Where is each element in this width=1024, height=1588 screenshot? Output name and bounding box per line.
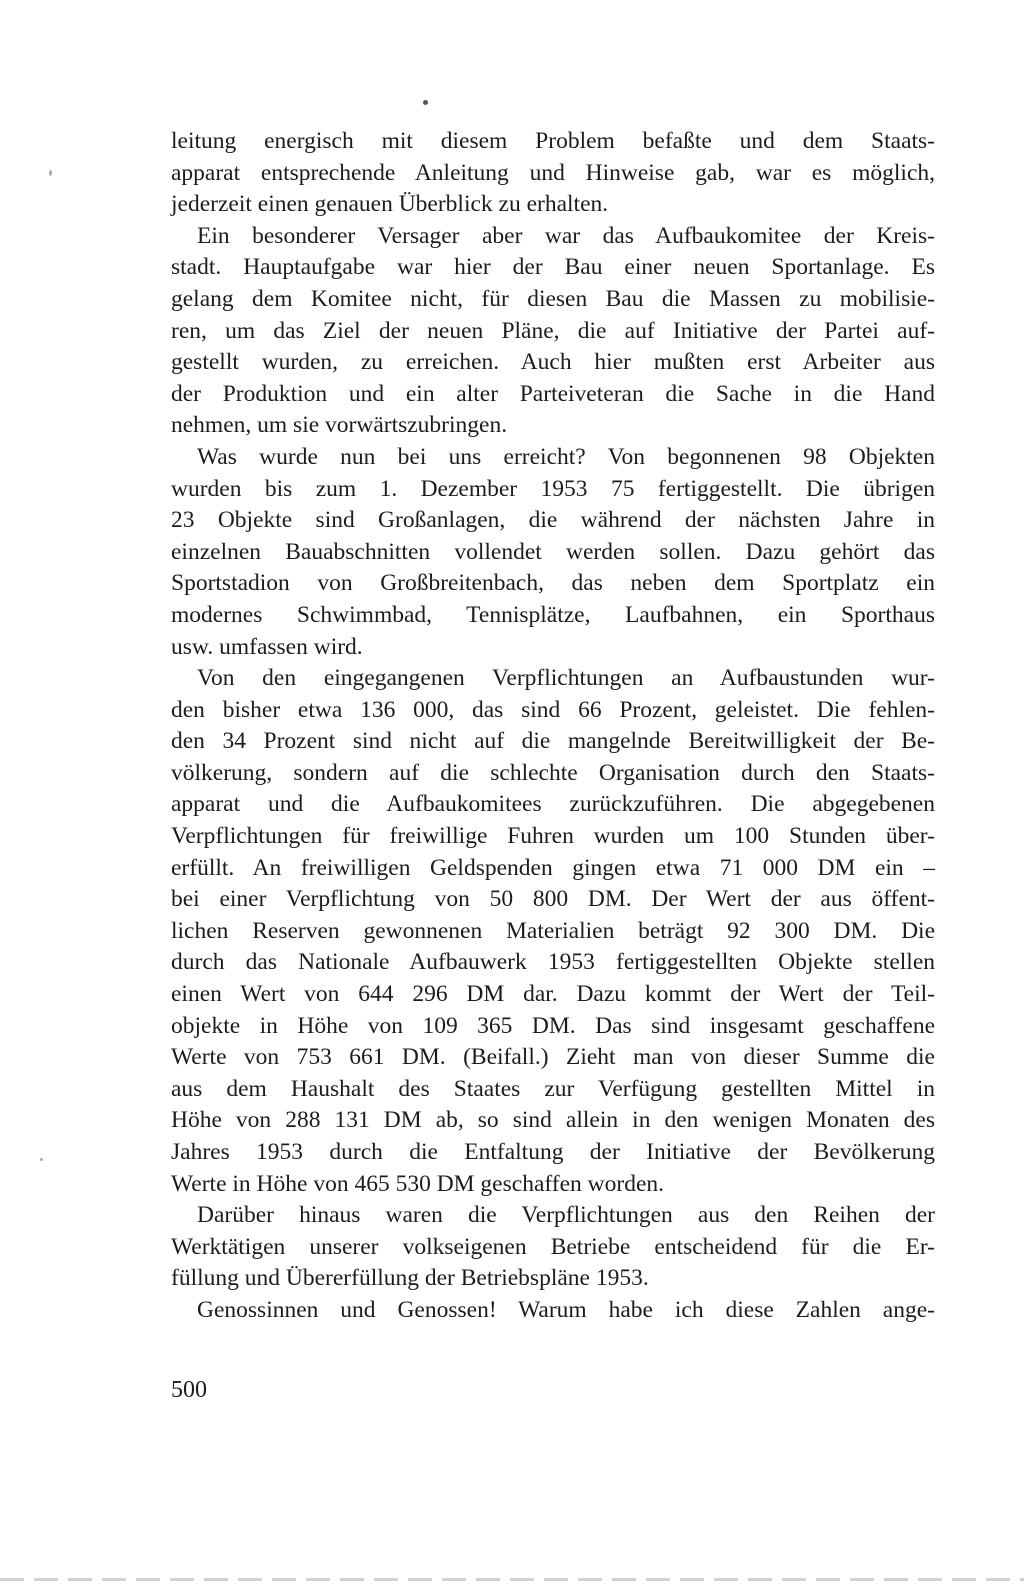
text-line: gestellt wurden, zu erreichen. Auch hier mußten erst Arbeiter aus [171, 349, 935, 376]
text-line: der Produktion und ein alter Parteiveteran die Sache in die Hand [171, 380, 935, 407]
text-line: Sportstadion von Großbreitenbach, das neben dem Sportplatz ein [171, 570, 935, 597]
text-line: modernes Schwimmbad, Tennisplätze, Laufbahnen, ein Sporthaus [171, 601, 935, 628]
text-line: durch das Nationale Aufbauwerk 1953 fertiggestellten Objekte stellen [171, 949, 935, 976]
text-line: Von den eingegangenen Verpflichtungen an Aufbaustunden wur- [197, 665, 935, 692]
text-line: füllung und Übererfüllung der Betriebspläne 1953. [171, 1265, 649, 1292]
text-line: Werte in Höhe von 465 530 DM geschaffen worden. [171, 1170, 665, 1197]
body-text [171, 126, 935, 1327]
text-line: apparat und die Aufbaukomitees zurückzuführen. Die abgegebenen [171, 791, 935, 818]
text-line: einen Wert von 644 296 DM dar. Dazu kommt der Wert der Teil- [171, 981, 935, 1008]
text-line: 23 Objekte sind Großanlagen, die während der nächsten Jahre in [171, 507, 935, 534]
print-speck [49, 170, 52, 176]
text-line: den bisher etwa 136 000, das sind 66 Prozent, geleistet. Die fehlen- [171, 696, 935, 723]
text-line: einzelnen Bauabschnitten vollendet werden sollen. Dazu gehört das [171, 538, 935, 565]
text-line: ren, um das Ziel der neuen Pläne, die auf Initiative der Partei auf- [171, 317, 935, 344]
text-line: jederzeit einen genauen Überblick zu erhalten. [171, 191, 609, 218]
text-line: usw. umfassen wird. [171, 633, 363, 660]
text-line: Was wurde nun bei uns erreicht? Von begonnenen 98 Objekten [197, 443, 935, 470]
scan-edge [0, 1578, 1024, 1581]
text-line: Werte von 753 661 DM. (Beifall.) Zieht man von dieser Summe die [171, 1044, 935, 1071]
text-line: erfüllt. An freiwilligen Geldspenden gingen etwa 71 000 DM ein – [171, 854, 935, 881]
text-line: Höhe von 288 131 DM ab, so sind allein in den wenigen Monaten des [171, 1107, 935, 1134]
text-line: Verpflichtungen für freiwillige Fuhren wurden um 100 Stunden über- [171, 823, 935, 850]
text-line: objekte in Höhe von 109 365 DM. Das sind insgesamt geschaffene [171, 1012, 935, 1039]
text-line: völkerung, sondern auf die schlechte Organisation durch den Staats- [171, 759, 935, 786]
text-line: leitung energisch mit diesem Problem befaßte und dem Staats- [171, 128, 935, 154]
text-line: stadt. Hauptaufgabe war hier der Bau einer neuen Sportanlage. Es [171, 254, 935, 281]
text-line: wurden bis zum 1. Dezember 1953 75 fertiggestellt. Die übrigen [171, 475, 935, 502]
print-speck [423, 100, 428, 105]
text-line: Werktätigen unserer volkseigenen Betriebe entscheidend für die Er- [171, 1233, 935, 1260]
text-line: lichen Reserven gewonnenen Materialien beträgt 92 300 DM. Die [171, 917, 935, 944]
text-line: den 34 Prozent sind nicht auf die mangelnde Bereitwilligkeit der Be- [171, 728, 935, 755]
text-line: Genossinnen und Genossen! Warum habe ich diese Zahlen ange- [197, 1296, 935, 1323]
text-line: gelang dem Komitee nicht, für diesen Bau die Massen zu mobilisie- [171, 285, 935, 312]
text-line: aus dem Haushalt des Staates zur Verfügung gestellten Mittel in [171, 1075, 935, 1102]
text-line: apparat entsprechende Anleitung und Hinweise gab, war es möglich, [171, 159, 935, 186]
text-line: Darüber hinaus waren die Verpflichtungen aus den Reihen der [197, 1202, 935, 1229]
print-speck [40, 1158, 43, 1161]
text-line: nehmen, um sie vorwärtszubringen. [171, 412, 508, 439]
text-line: Ein besonderer Versager aber war das Aufbaukomitee der Kreis- [197, 222, 935, 249]
page-number: 500 [171, 1377, 207, 1403]
text-line: Jahres 1953 durch die Entfaltung der Initiative der Bevölkerung [171, 1139, 935, 1165]
text-line: bei einer Verpflichtung von 50 800 DM. Der Wert der aus öffent- [171, 886, 935, 913]
